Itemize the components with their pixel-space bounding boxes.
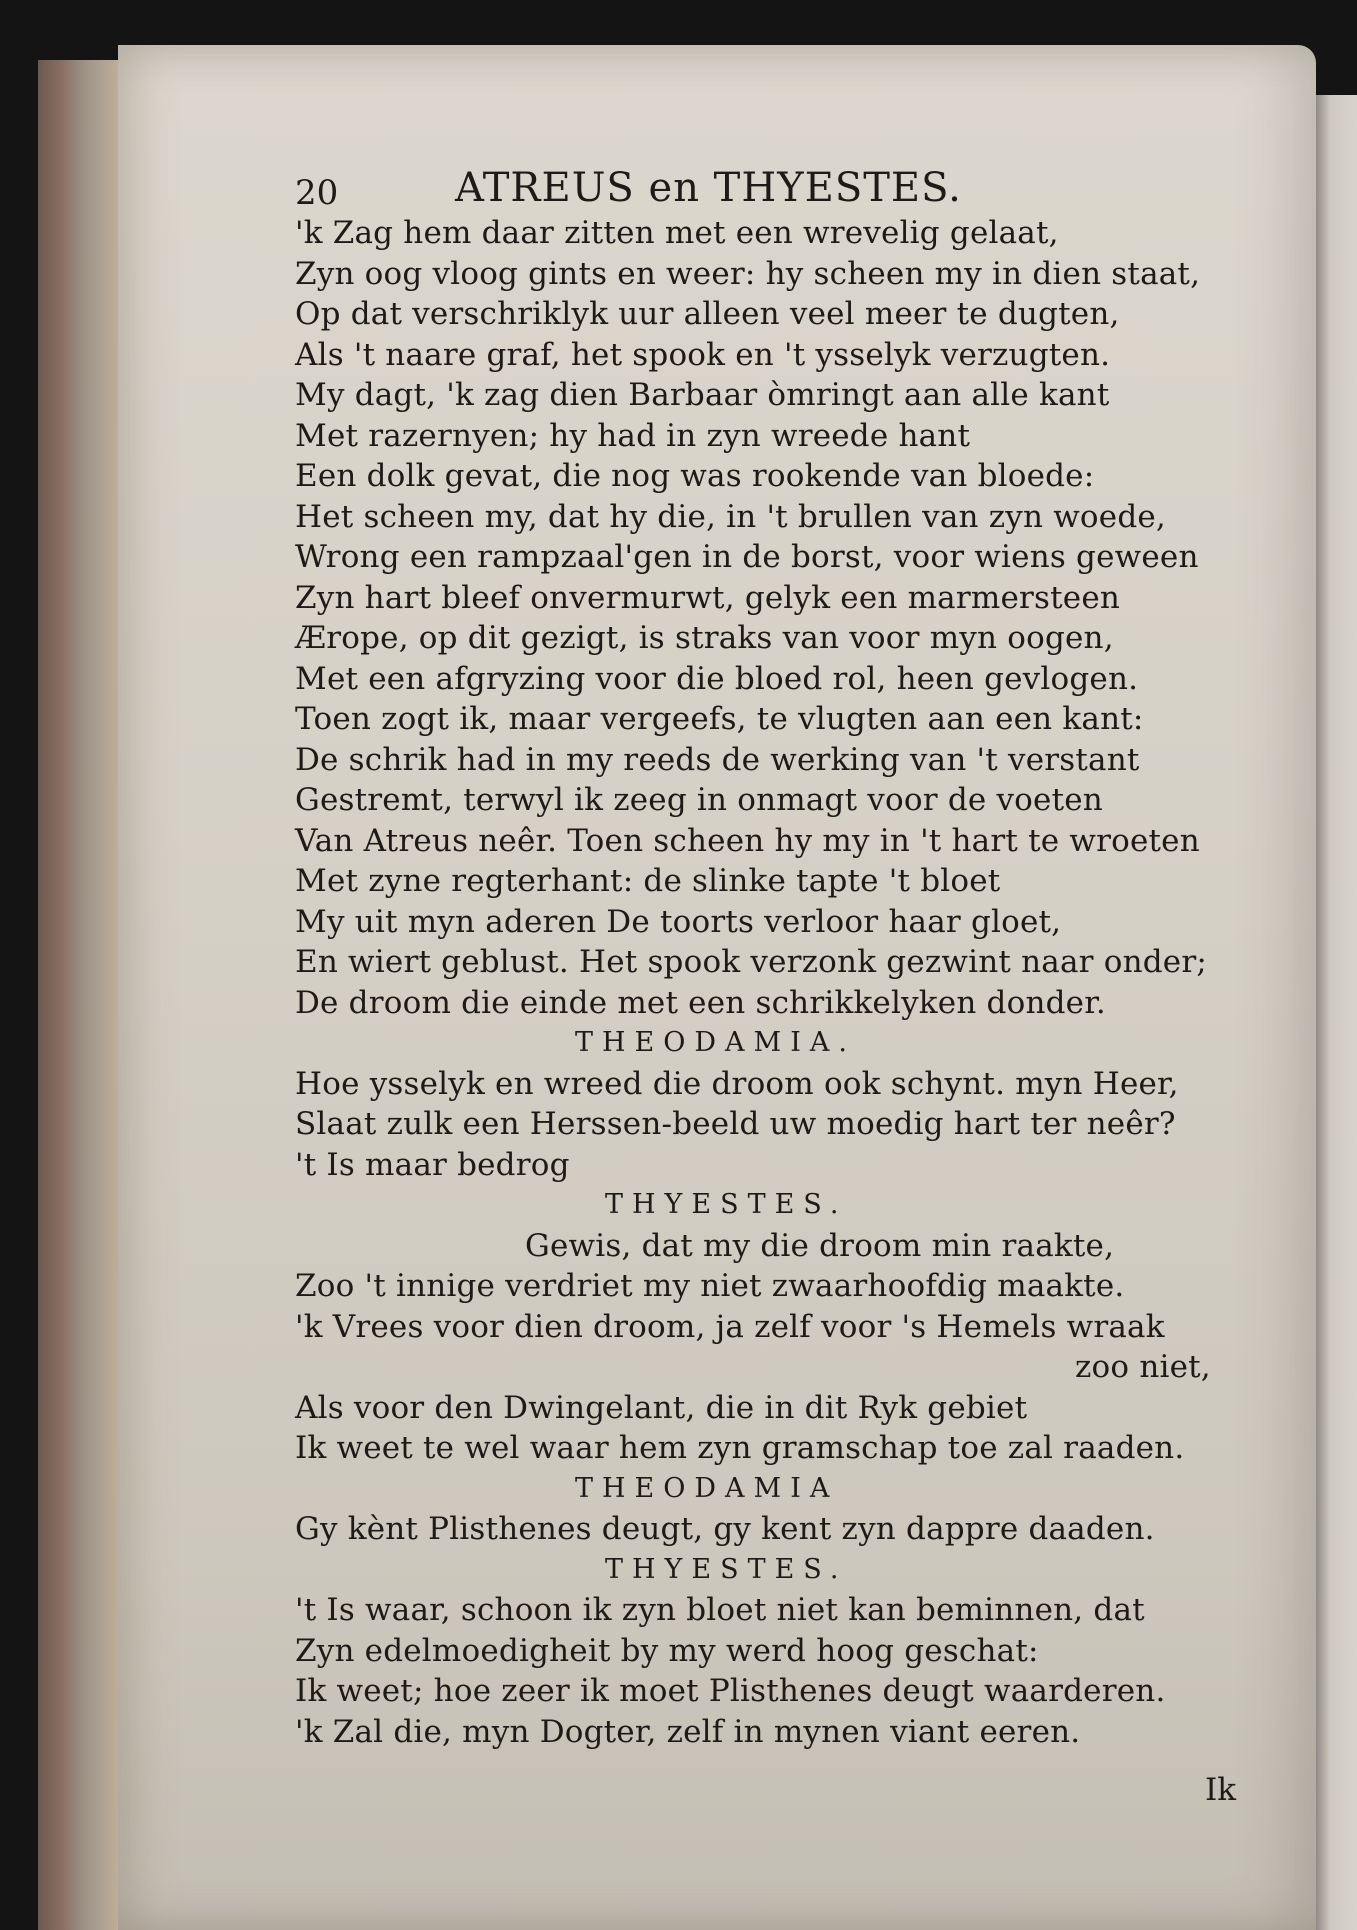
facing-page-edge — [1316, 95, 1357, 1930]
verse-line: Met razernyen; hy had in zyn wreede hant — [295, 417, 971, 454]
verse-line: Van Atreus neêr. Toen scheen hy my in 't hart te wroeten — [295, 822, 1200, 859]
verse-line: Met een afgryzing voor die bloed rol, heen gevlogen. — [295, 660, 1139, 697]
verse-line: Zyn oog vloog gints en weer: hy scheen my in dien staat, — [295, 255, 1201, 292]
verse-line: Hoe ysselyk en wreed die droom ook schynt. myn Heer, — [295, 1065, 1179, 1102]
verse-line: Ærope, op dit gezigt, is straks van voor myn oogen, — [295, 620, 1114, 656]
verse-line: Ik weet; hoe zeer ik moet Plisthenes deugt waarderen. — [295, 1673, 1166, 1709]
verse-line: Met zyne regterhant: de slinke tapte 't bloet — [295, 863, 1001, 899]
verse-line: Zoo 't innige verdriet my niet zwaarhoofdig maakte. — [295, 1268, 1125, 1304]
page-header — [295, 165, 1295, 213]
verse-line: Een dolk gevat, die nog was rookende van bloede: — [295, 458, 1095, 494]
page-text-block — [295, 165, 1295, 1752]
verse-line: Gy kènt Plisthenes deugt, gy kent zyn dappre daaden. — [295, 1511, 1155, 1547]
verse-line: De schrik had in my reeds de werking van 't verstant — [295, 741, 1140, 778]
verse-line: My dagt, 'k zag dien Barbaar òmringt aan alle kant — [295, 377, 1110, 413]
verse-line-continuation: zoo niet, — [1075, 1349, 1211, 1385]
verse-line: Zyn edelmoedigheit by my werd hoog geschat: — [295, 1632, 1039, 1669]
verse-line: 't Is waar, schoon ik zyn bloet niet kan beminnen, dat — [295, 1592, 1145, 1628]
verse-line: Op dat verschriklyk uur alleen veel meer te dugten, — [295, 296, 1120, 332]
verse-line: My uit myn aderen De toorts verloor haar gloet, — [295, 903, 1062, 940]
verse-line: 'k Zal die, myn Dogter, zelf in mynen viant eeren. — [295, 1713, 1081, 1750]
verse-line: De droom die einde met een schrikkelyken donder. — [295, 984, 1106, 1021]
verse-line: 'k Zag hem daar zitten met een wrevelig gelaat, — [295, 215, 1059, 251]
verse-line: Toen zogt ik, maar vergeefs, te vlugten aan een kant: — [295, 701, 1144, 737]
verse-line: Als 't naare graf, het spook en 't ysselyk verzugten. — [295, 336, 1111, 373]
verse-line: Gestremt, terwyl ik zeeg in onmagt voor de voeten — [295, 782, 1103, 818]
verse-line: Gewis, dat my die droom min raakte, — [525, 1227, 1115, 1264]
verse-line: Slaat zulk een Herssen-beeld uw moedig hart ter neêr? — [295, 1106, 1176, 1142]
verse-lines — [295, 213, 1295, 1752]
verse-line: Zyn hart bleef onvermurwt, gelyk een marmersteen — [295, 579, 1121, 616]
speaker-name: THYESTES. — [605, 1553, 848, 1585]
speaker-name: THEODAMIA. — [575, 1027, 856, 1058]
page-number: 20 — [295, 173, 339, 213]
verse-line: Als voor den Dwingelant, die in dit Ryk gebiet — [295, 1389, 1028, 1426]
verse-line: 'k Vrees voor dien droom, ja zelf voor 's Hemels wraak — [295, 1308, 1165, 1345]
verse-line: Het scheen my, dat hy die, in 't brullen van zyn woede, — [295, 498, 1166, 535]
verse-line: Ik weet te wel waar hem zyn gramschap toe zal raaden. — [295, 1430, 1185, 1466]
speaker-name: THEODAMIA — [575, 1472, 839, 1504]
catchword: Ik — [1205, 1772, 1237, 1808]
verse-line: En wiert geblust. Het spook verzonk gezwint naar onder; — [295, 944, 1207, 980]
speaker-name: THYESTES. — [605, 1189, 848, 1220]
verse-line: Wrong een rampzaal'gen in de borst, voor wiens geween — [295, 539, 1199, 575]
running-title: ATREUS en THYESTES. — [455, 165, 962, 211]
verse-line: 't Is maar bedrog — [295, 1146, 570, 1183]
